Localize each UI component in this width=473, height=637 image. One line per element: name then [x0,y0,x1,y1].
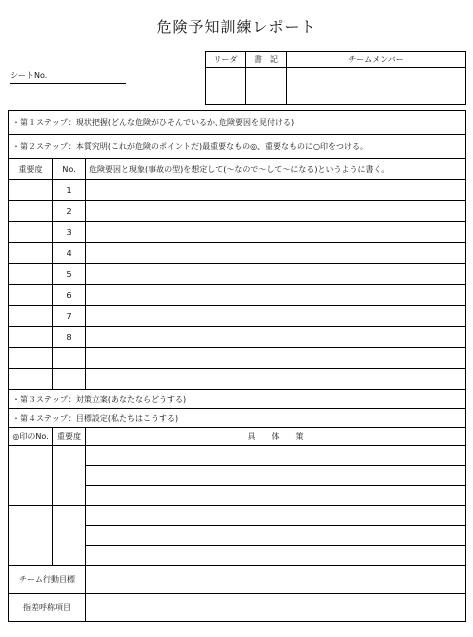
leader-cell[interactable] [206,68,246,105]
description-cell[interactable] [86,243,466,264]
measure-cell[interactable] [86,486,466,506]
recorder-label: 書 記 [246,52,287,68]
description-header: 危険要因と現象(事故の型)を想定して(～なので～して～になる)というように書く。 [86,159,466,180]
row-number: 8 [53,327,86,348]
table-row [9,348,466,369]
importance-cell[interactable] [53,446,86,506]
mark-no-cell[interactable] [9,446,53,506]
measure-cell[interactable] [86,546,466,566]
measure-row [9,446,466,466]
step2-label: ・第２ステップ：本質究明(これが危険のポイントだ)最重要なもの◎、重要なものに○印をつける。 [9,135,466,159]
description-cell[interactable] [86,327,466,348]
table-row [9,201,466,222]
measure-cell[interactable] [86,506,466,526]
header-signature-table [205,51,466,105]
importance-cell[interactable] [9,180,53,201]
mark-no-cell[interactable] [9,506,53,566]
step4-importance-header: 重要度 [53,428,86,446]
description-cell[interactable] [86,180,466,201]
row-number [53,369,86,390]
mark-no-header: ◎印のNo. [9,428,53,446]
table-row [9,306,466,327]
importance-cell[interactable] [9,348,53,369]
table-row [9,264,466,285]
table-row [9,222,466,243]
table-row [9,243,466,264]
step1-label: ・第１ステップ：現状把握(どんな危険がひそんでいるか､危険要因を見付ける) [9,111,466,135]
importance-header: 重要度 [9,159,53,180]
importance-cell[interactable] [9,264,53,285]
table-row [9,369,466,390]
row-number: 6 [53,285,86,306]
importance-cell[interactable] [9,327,53,348]
members-cell[interactable] [287,68,466,105]
importance-cell[interactable] [9,285,53,306]
team-goal-label: チーム行動目標 [9,566,86,594]
pointing-items-cell[interactable] [86,594,466,622]
row-number: 2 [53,201,86,222]
description-cell[interactable] [86,285,466,306]
table-row [9,285,466,306]
pointing-items-label: 指差呼称項目 [9,594,86,622]
table-row [9,180,466,201]
measure-cell[interactable] [86,446,466,466]
description-cell[interactable] [86,306,466,327]
importance-cell[interactable] [9,369,53,390]
step3-label: ・第３ステップ：対策立案(あなたならどうする) [9,390,466,409]
description-cell[interactable] [86,264,466,285]
row-number: 7 [53,306,86,327]
importance-cell[interactable] [9,201,53,222]
importance-cell[interactable] [9,222,53,243]
members-label: チームメンバー [287,52,466,68]
kyt-report-table [8,110,466,622]
row-number: 4 [53,243,86,264]
sheet-number-field[interactable]: シートNo. [10,70,126,84]
team-goal-cell[interactable] [86,566,466,594]
description-cell[interactable] [86,348,466,369]
importance-cell[interactable] [53,506,86,566]
table-row [9,327,466,348]
row-number: 1 [53,180,86,201]
importance-cell[interactable] [9,243,53,264]
measure-cell[interactable] [86,466,466,486]
row-number: 3 [53,222,86,243]
description-cell[interactable] [86,222,466,243]
description-cell[interactable] [86,369,466,390]
no-header: No. [53,159,86,180]
row-number: 5 [53,264,86,285]
row-number [53,348,86,369]
measure-cell[interactable] [86,526,466,546]
step4-label: ・第４ステップ：目標設定(私たちはこうする) [9,409,466,428]
description-cell[interactable] [86,201,466,222]
leader-label: リーダ [206,52,246,68]
measures-header: 具 体 策 [86,428,466,446]
page-title: 危険予知訓練レポート [156,18,317,36]
recorder-cell[interactable] [246,68,287,105]
importance-cell[interactable] [9,306,53,327]
measure-row [9,506,466,526]
